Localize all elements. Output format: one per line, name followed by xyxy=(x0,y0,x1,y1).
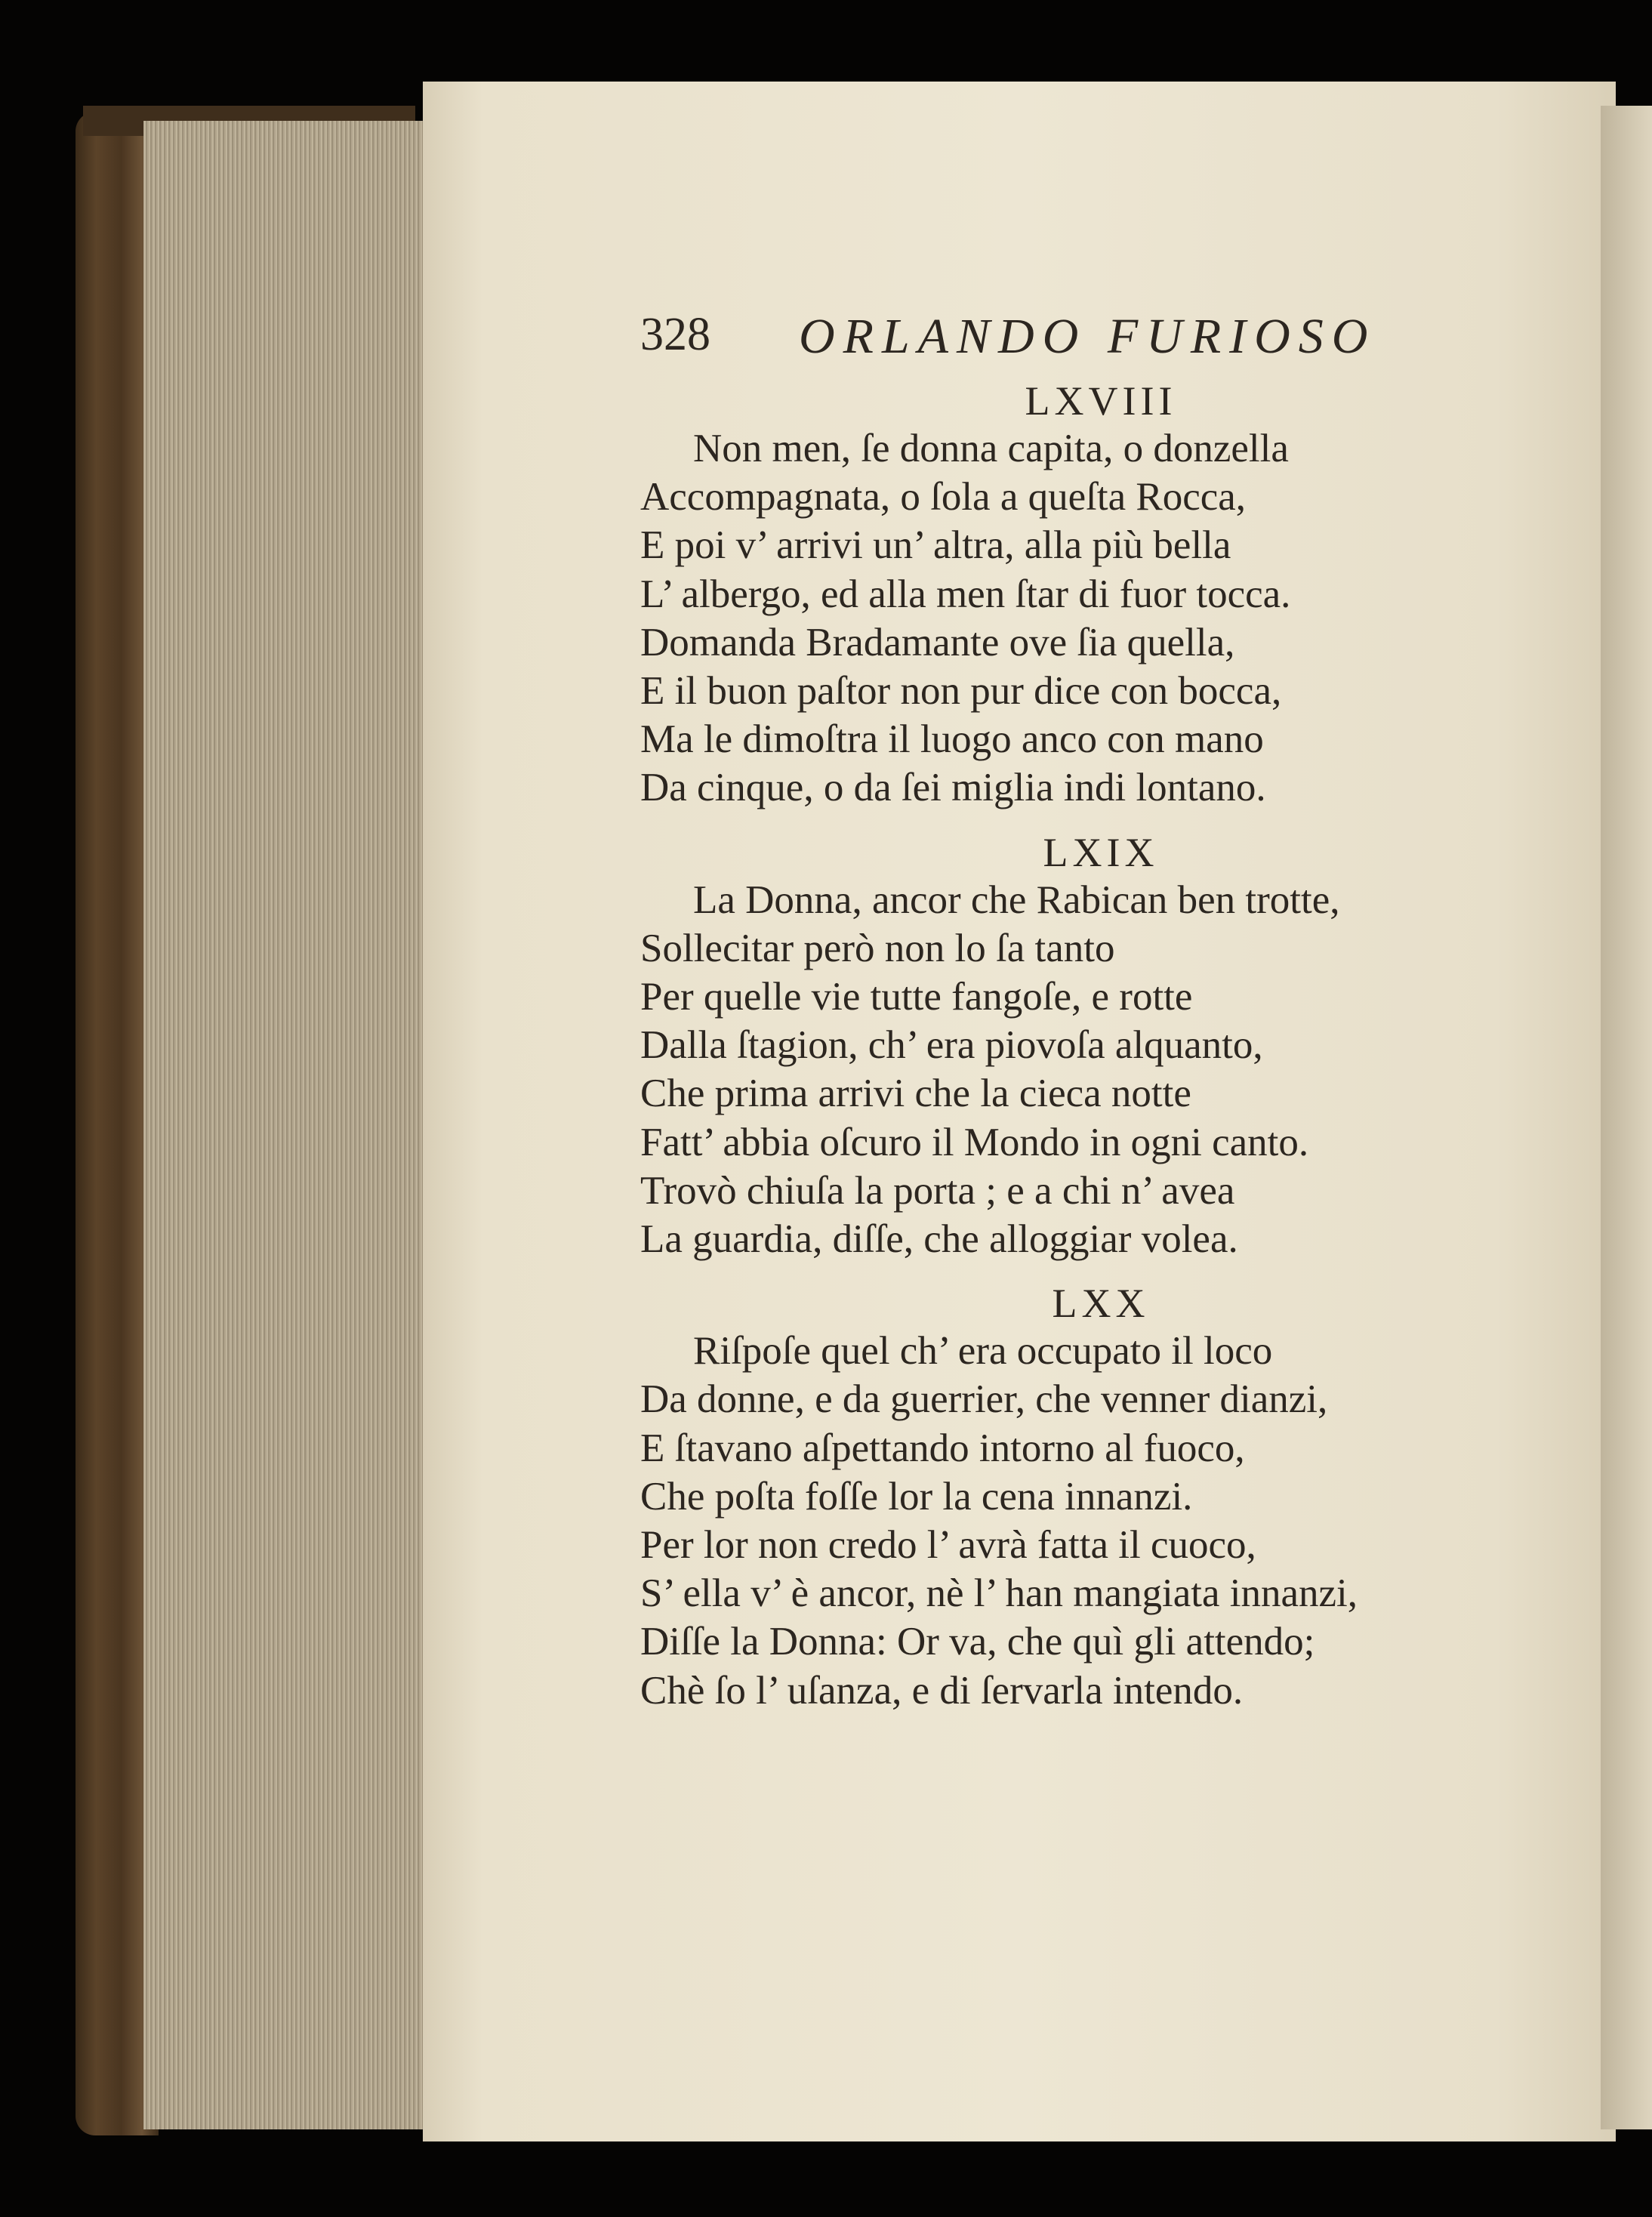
verse-line: Che prima arrivi che la cieca notte xyxy=(640,1071,1191,1116)
verse-line: Diſſe la Donna: Or va, che quì gli attendo; xyxy=(640,1620,1315,1664)
page-edges xyxy=(143,121,438,2129)
verse-line: Non men, ſe donna capita, o donzella xyxy=(693,427,1289,470)
verse-line: E poi v’ arrivi un’ altra, alla più bella xyxy=(640,523,1231,568)
verse-line: L’ albergo, ed alla men ſtar di fuor tocca. xyxy=(640,572,1291,616)
verse-line: Sollecitar però non lo ſa tanto xyxy=(640,926,1115,970)
page-header xyxy=(640,294,1531,378)
verse-line: Trovò chiuſa la porta ; e a chi n’ avea xyxy=(640,1168,1235,1213)
stanza xyxy=(640,829,1531,1264)
verse-line: Chè ſo l’ uſanza, e di ſervarla intendo. xyxy=(640,1668,1244,1713)
verse-line: Riſpoſe quel ch’ era occupato il loco xyxy=(693,1329,1273,1374)
verse-line: Per quelle vie tutte fangoſe, e rotte xyxy=(640,975,1193,1019)
stanza-number: LXX xyxy=(1052,1281,1150,1327)
facing-page-edge xyxy=(1601,106,1652,2129)
page-number: 328 xyxy=(640,309,710,360)
verse-line: Domanda Bradamante ove ſia quella, xyxy=(640,620,1235,664)
stanza xyxy=(640,1280,1531,1715)
verse-line: Accompagnata, o ſola a queſta Rocca, xyxy=(640,475,1247,520)
verse-line: Fatt’ abbia oſcuro il Mondo in ogni canto. xyxy=(640,1120,1309,1164)
page-text xyxy=(640,294,1531,1731)
verse-line: Ma le dimoſtra il luogo anco con mano xyxy=(640,717,1264,762)
stanza-number: LXIX xyxy=(1043,829,1159,875)
verse-line: Per lor non credo l’ avrà fatta il cuoco, xyxy=(640,1523,1256,1568)
verse-line: E il buon paſtor non pur dice con bocca, xyxy=(640,669,1282,714)
running-title: ORLANDO FURIOSO xyxy=(799,309,1376,364)
stanza-number: LXVIII xyxy=(1025,378,1177,424)
verse-line: Che poſta foſſe lor la cena innanzi. xyxy=(640,1474,1193,1519)
verse-line: Dalla ſtagion, ch’ era piovoſa alquanto, xyxy=(640,1023,1263,1068)
verse-line: Da cinque, o da ſei miglia indi lontano. xyxy=(640,766,1266,810)
stanza xyxy=(640,378,1531,812)
verse-line: S’ ella v’ è ancor, nè l’ han mangiata innanzi, xyxy=(640,1571,1358,1616)
verse-line: E ſtavano aſpettando intorno al fuoco, xyxy=(640,1426,1245,1470)
verse-line: La guardia, diſſe, che alloggiar volea. xyxy=(640,1217,1238,1262)
verse-line: Da donne, e da guerrier, che venner dianzi, xyxy=(640,1377,1328,1422)
verse-line: La Donna, ancor che Rabican ben trotte, xyxy=(693,877,1340,922)
